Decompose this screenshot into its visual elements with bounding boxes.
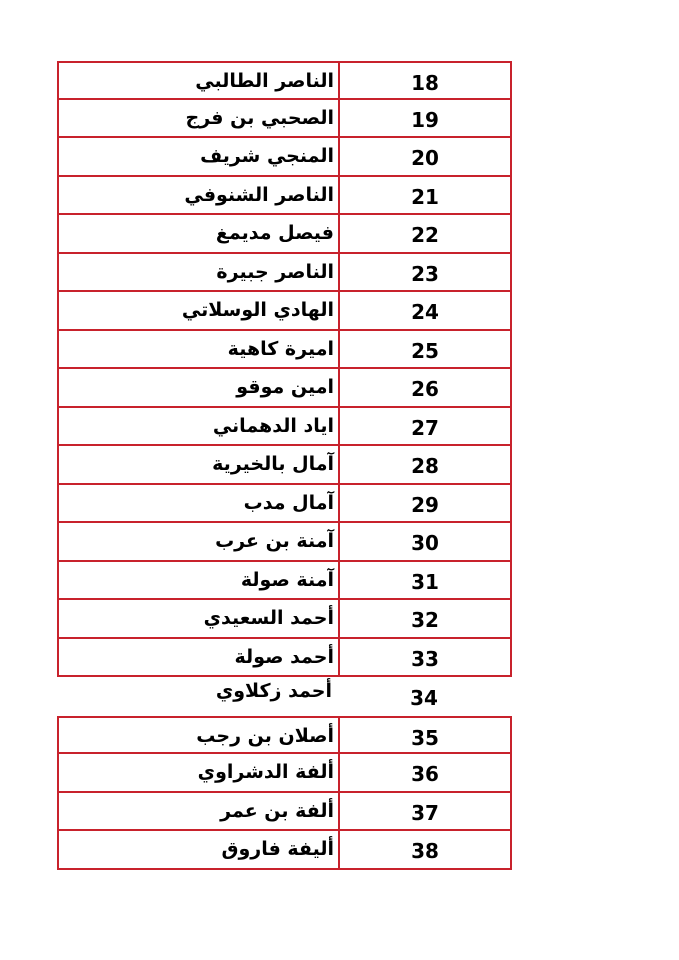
row-name: أحمد السعيدي	[203, 607, 334, 629]
row-number: 18	[338, 63, 510, 98]
row-name: أليفة فاروق	[221, 838, 334, 860]
table-row	[57, 408, 512, 447]
row-name: ألفة بن عمر	[220, 799, 334, 822]
table-row	[57, 138, 512, 177]
table-row	[57, 254, 512, 293]
table-row	[57, 523, 512, 562]
row-number: 25	[338, 331, 510, 368]
table-row	[57, 292, 512, 331]
row-number: 29	[338, 485, 510, 522]
table-row	[57, 600, 512, 639]
row-name: اياد الدهماني	[212, 414, 334, 437]
names-table	[57, 61, 512, 870]
table-row	[57, 716, 512, 755]
row-name: الناصر الشنوفي	[184, 183, 334, 206]
row-name: الهادي الوسلاتي	[181, 299, 334, 321]
row-number: 38	[338, 831, 510, 868]
row-name: أحمد صولة	[234, 645, 334, 668]
table-row	[57, 485, 512, 524]
row-name: آمنة بن عرب	[215, 530, 334, 552]
row-number: 27	[338, 408, 510, 445]
row-name: اميرة كاهية	[227, 337, 334, 360]
table-row	[57, 446, 512, 485]
row-name: آمال بالخيرية	[212, 453, 334, 475]
row-number: 23	[338, 254, 510, 291]
row-number: 30	[338, 523, 510, 560]
row-number: 19	[338, 100, 510, 137]
row-name: الصحبي بن فرج	[185, 106, 334, 129]
table-row	[57, 754, 512, 793]
row-number: 31	[338, 562, 510, 599]
row-number: 34	[410, 686, 438, 710]
row-number: 20	[338, 138, 510, 175]
row-name: فيصل مديمغ	[215, 222, 334, 244]
row-number: 32	[338, 600, 510, 637]
table-row	[57, 562, 512, 601]
table-row	[57, 61, 512, 100]
row-number: 33	[338, 639, 510, 676]
table-row	[57, 369, 512, 408]
row-number: 24	[338, 292, 510, 329]
row-number: 35	[338, 718, 510, 753]
row-name: آمنة صولة	[240, 568, 334, 591]
row-number: 21	[338, 177, 510, 214]
table-row	[57, 177, 512, 216]
row-name: آمال مدب	[243, 491, 334, 514]
row-name: ألفة الدشراوي	[197, 761, 334, 783]
row-number: 28	[338, 446, 510, 483]
table-row	[57, 100, 512, 139]
table-row	[57, 215, 512, 254]
row-name: المنجي شريف	[200, 145, 334, 167]
row-number: 26	[338, 369, 510, 406]
table-row	[57, 831, 512, 870]
row-name: امين موقو	[236, 376, 334, 398]
row-number: 37	[338, 793, 510, 830]
table-row	[57, 639, 512, 678]
table-row	[57, 793, 512, 832]
row-name: الناصر جبيرة	[216, 260, 334, 283]
table-row	[57, 331, 512, 370]
row-name: الناصر الطالبي	[195, 70, 334, 92]
row-name: أحمد زكلاوي	[215, 680, 332, 702]
row-name: أصلان بن رجب	[196, 724, 334, 747]
row-number: 22	[338, 215, 510, 252]
row-number: 36	[338, 754, 510, 791]
table-row-unbordered	[57, 677, 512, 716]
